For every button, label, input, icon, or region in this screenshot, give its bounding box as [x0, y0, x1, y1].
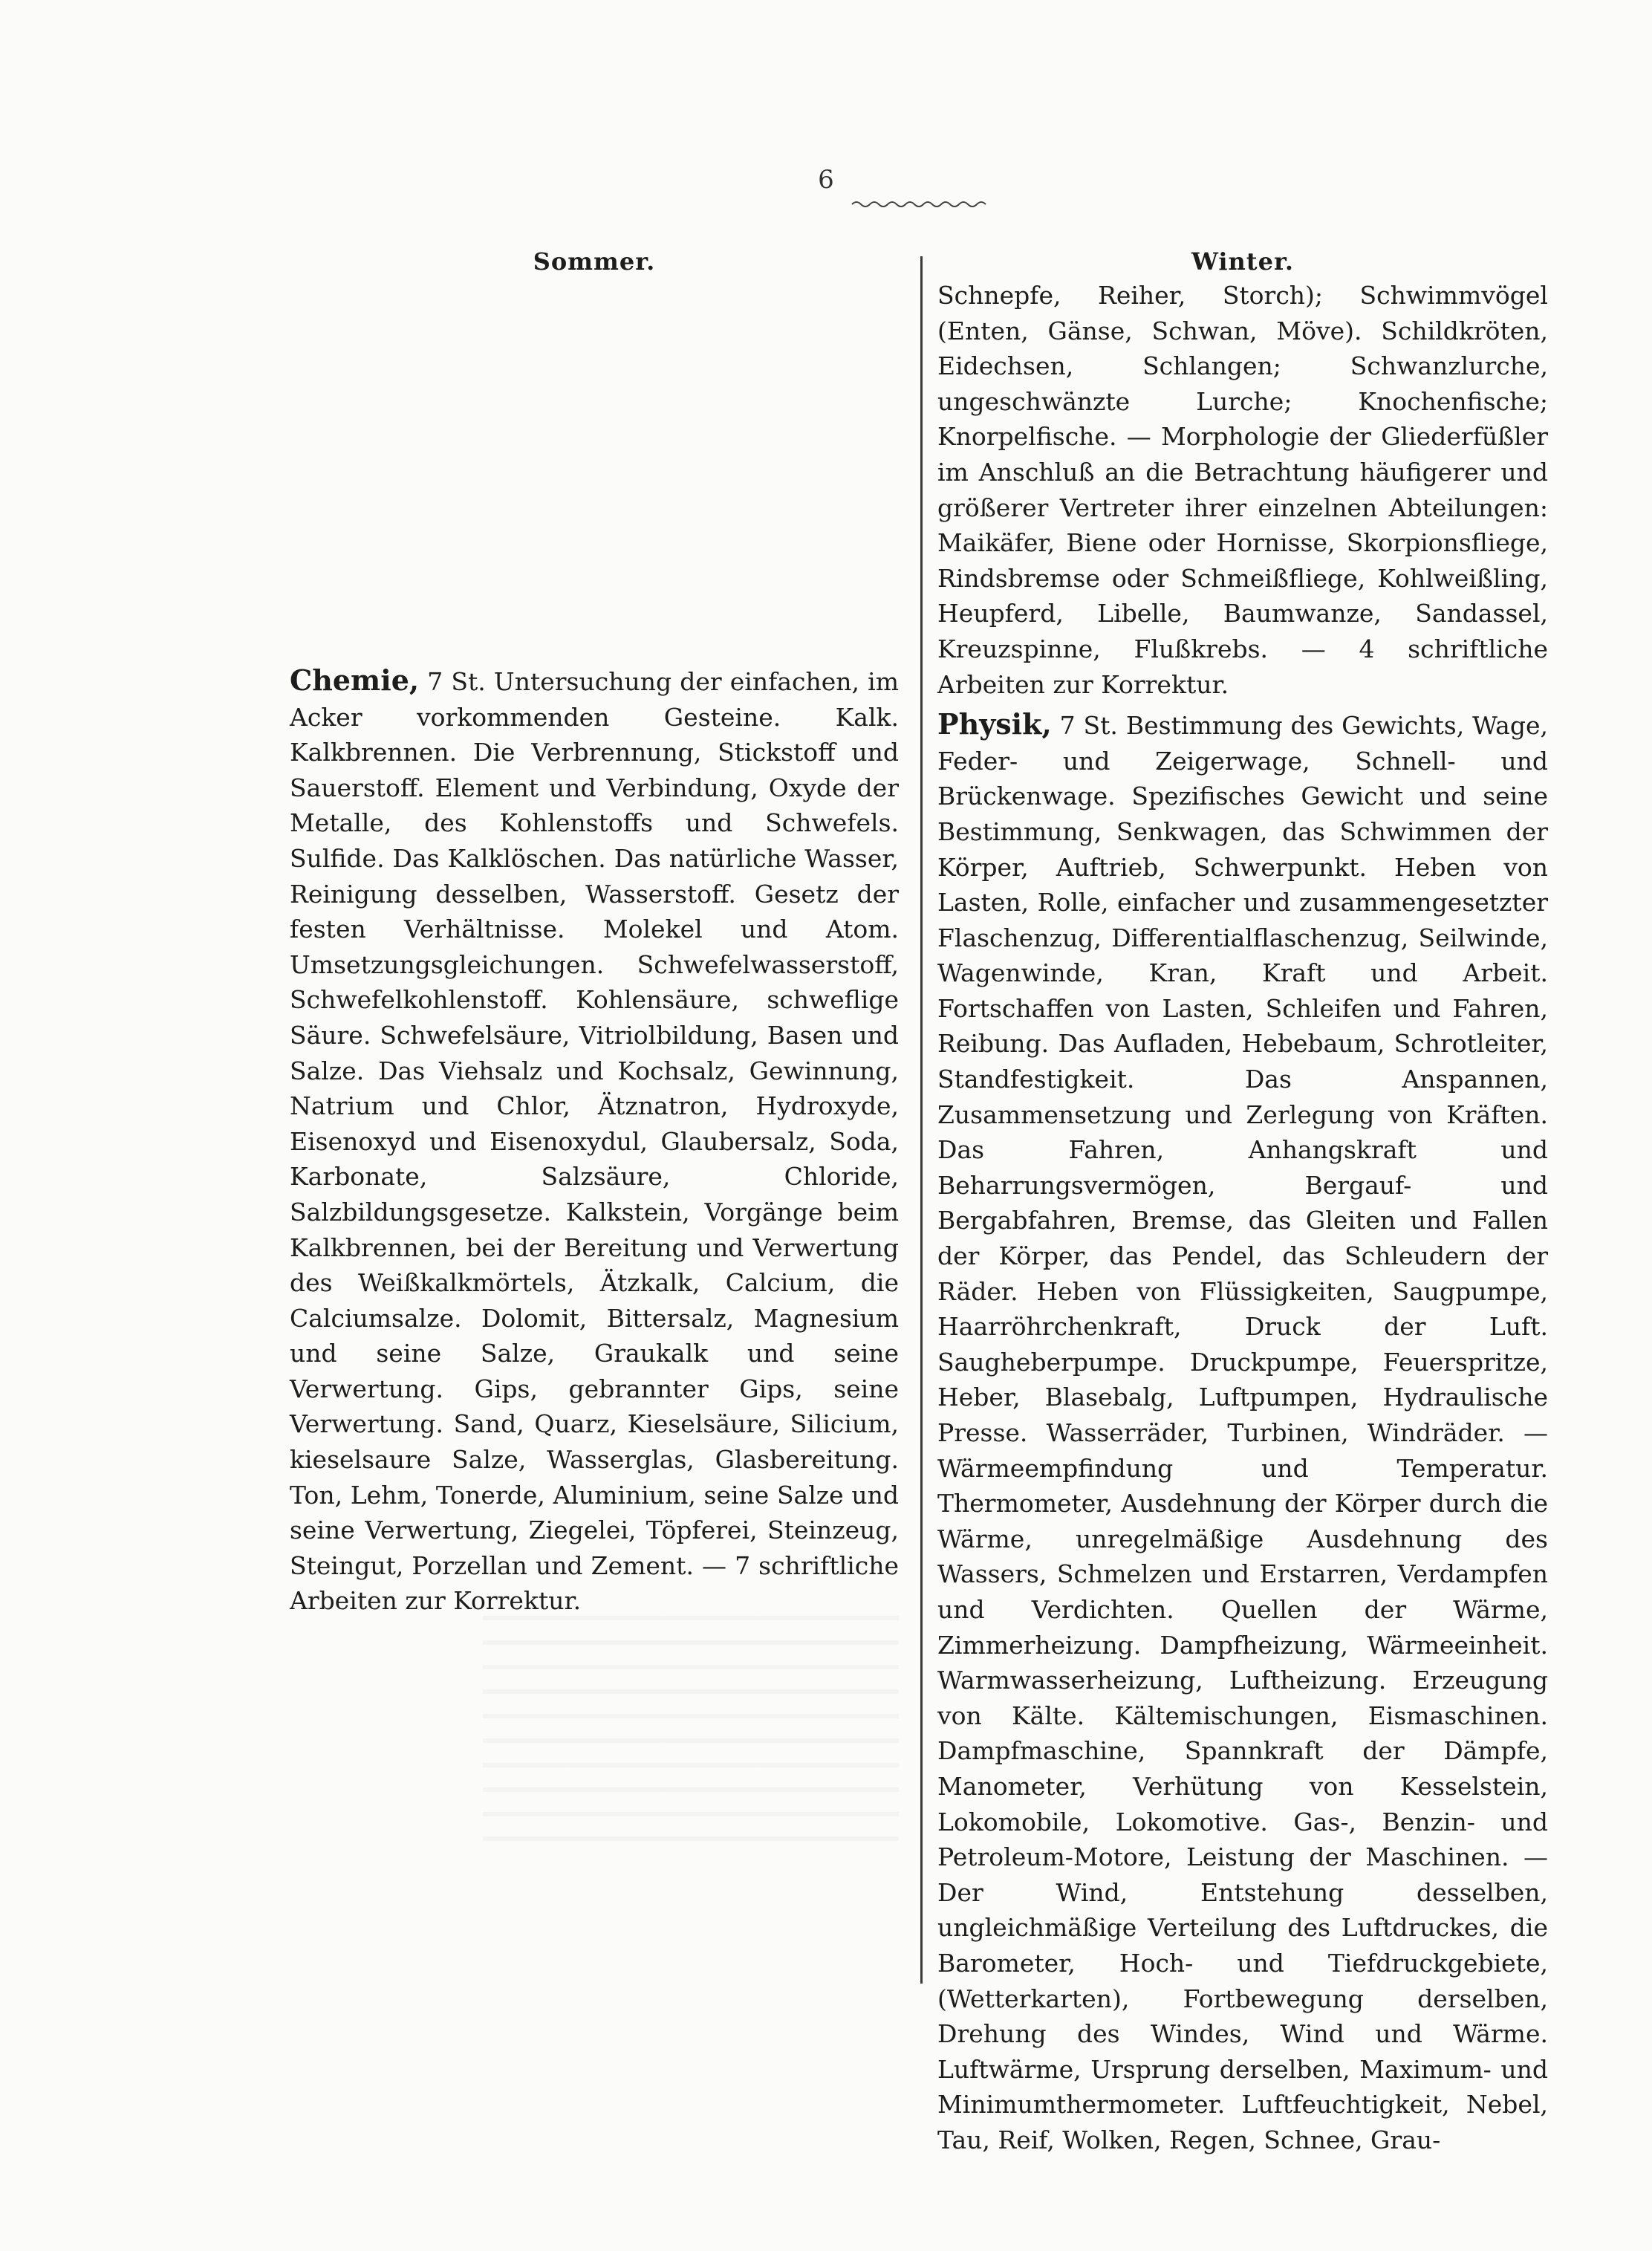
- chemie-hours: 7 St.: [427, 667, 486, 696]
- page-number: 6: [818, 165, 834, 195]
- chemie-title: Chemie,: [290, 663, 420, 697]
- ornament-wave-icon: [851, 199, 992, 209]
- winter-heading: Winter.: [1191, 247, 1294, 276]
- chemie-text: Untersuchung der einfachen, im Acker vorkommenden Gesteine. Kalk. Kalkbrennen. Die Verbrennung, Stickstoff und Sauerstoff. Element und Verbindung, Oxyde der Metalle, des Kohlenstoffs und Schwefels. Sulfide. Das Kalklöschen. Das natürliche Wasser, Reinigung desselben, Wasserstoff. Gesetz der festen Verhältnisse. Molekel und Atom. Umsetzungsgleichungen. Schwefelwasserstoff, Schwefelkohlenstoff. Kohlensäure, schweflige Säure. Schwefelsäure, Vitriolbildung, Basen und Salze. Das Viehsalz und Kochsalz, Gewinnung, Natrium und Chlor, Ätznatron, Hydroxyde, Eisenoxyd und Eisenoxydul, Glaubersalz, Soda, Karbonate, Salzsäure, Chloride, Salzbildungsgesetze. Kalkstein, Vorgänge beim Kalkbrennen, bei der Bereitung und Verwertung des Weißkalkmörtels, Ätzkalk, Calcium, die Calciumsalze. Dolomit, Bittersalz, Magnesium und seine Salze, Graukalk und seine Verwertung. Gips, gebrannter Gips, seine Verwertung. Sand, Quarz, Kieselsäure, Silicium, kieselsaure Salze, Wasserglas, Glasbereitung. Ton, Lehm, Tonerde, Aluminium, seine Salze und seine Verwertung, Ziegelei, Töpferei, Steinzeug, Steingut, Porzellan und Zement. — 7 schriftliche Arbeiten zur Korrektur.: [290, 667, 899, 1616]
- summer-heading: Sommer.: [533, 247, 656, 276]
- chemie-section: [290, 663, 899, 1619]
- winter-column: [937, 245, 1548, 2157]
- summer-column: [290, 245, 899, 1619]
- bleed-through-shadow: [290, 1616, 899, 1861]
- physik-title: Physik,: [937, 707, 1052, 741]
- physik-text: Bestimmung des Gewichts, Wage, Feder- und Zeigerwage, Schnell- und Brückenwage. Spezifisches Gewicht und seine Bestimmung, Senkwagen, das Schwimmen der Körper, Auftrieb, Schwerpunkt. Heben von Lasten, Rolle, einfacher und zusammengesetzter Flaschenzug, Differentialflaschenzug, Seilwinde, Wagenwinde, Kran, Kraft und Arbeit. Fortschaffen von Lasten, Schleifen und Fahren, Reibung. Das Aufladen, Hebebaum, Schrotleiter, Standfestigkeit. Das Anspannen, Zusammensetzung und Zerlegung von Kräften. Das Fahren, Anhangskraft und Beharrungsvermögen, Bergauf- und Bergabfahren, Bremse, das Gleiten und Fallen der Körper, das Pendel, das Schleudern der Räder. Heben von Flüssigkeiten, Saugpumpe, Haarröhrchenkraft, Druck der Luft. Saugheberpumpe. Druckpumpe, Feuerspritze, Heber, Blasebalg, Luftpumpen, Hydraulische Presse. Wasserräder, Turbinen, Windräder. — Wärmeempfindung und Temperatur. Thermometer, Ausdehnung der Körper durch die Wärme, unregelmäßige Ausdehnung des Wassers, Schmelzen und Erstarren, Verdampfen und Verdichten. Quellen der Wärme, Zimmerheizung. Dampfheizung, Wärmeeinheit. Warmwasserheizung, Luftheizung. Erzeugung von Kälte. Kältemischungen, Eismaschinen. Dampfmaschine, Spannkraft der Dämpfe, Manometer, Verhütung von Kesselstein, Lokomobile, Lokomotive. Gas-, Benzin- und Petroleum-Motore, Leistung der Maschinen. — Der Wind, Entstehung desselben, ungleichmäßige Verteilung des Luftdruckes, die Barometer, Hoch- und Tiefdruckgebiete, (Wetterkarten), Fortbewegung derselben, Drehung des Windes, Wind und Wärme. Luftwärme, Ursprung derselben, Maximum- und Minimumthermometer. Luftfeuchtigkeit, Nebel, Tau, Reif, Wolken, Regen, Schnee, Grau-: [937, 711, 1549, 2154]
- zoologie-continued-section: Schnepfe, Reiher, Storch); Schwimmvögel (Enten, Gänse, Schwan, Möve). Schildkröten, Eidechsen, Schlangen; Schwanzlurche, ungeschwänzte Lurche; Knochenfische; Knorpelfische. — Morphologie der Gliederfüßler im Anschluß an die Betrachtung häufigerer und größerer Vertreter ihrer einzelnen Abteilungen: Maikäfer, Biene oder Hornisse, Skorpionsfliege, Rindsbremse oder Schmeißfliege, Kohlweißling, Heupferd, Libelle, Baumwanze, Sandassel, Kreuzspinne, Flußkrebs. — 4 schriftliche Arbeiten zur Korrektur.: [937, 281, 1548, 699]
- physik-hours: 7 St.: [1059, 711, 1118, 741]
- column-divider: [920, 256, 923, 1984]
- physik-section: [937, 707, 1548, 2157]
